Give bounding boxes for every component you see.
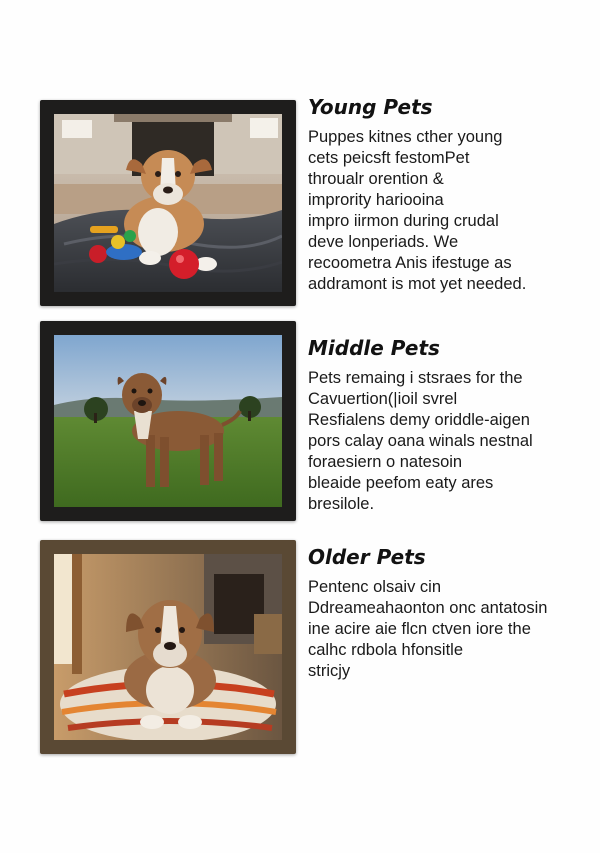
- section-body: Pentenc olsaiv cin Ddreameahaonton onc antatosin ine acire aie flcn ctven iore the calhc rdbola hfonsitle stricjy: [308, 578, 548, 680]
- section-young-pets: [40, 95, 580, 306]
- section-heading: Middle Pets: [308, 336, 440, 360]
- section-body: Pets remaing i stsraes for the Cavuertion(|ioil svrel Resfialens demy oriddle-aigen pors calay oana winals nestnal foraesiern o natesoin bleaide peefom eaty ares bresilole.: [308, 369, 533, 513]
- photo-frame: [40, 321, 296, 521]
- text-column: [308, 336, 584, 515]
- section-middle-pets: [40, 321, 580, 521]
- section-older-pets: [40, 540, 580, 754]
- text-column: [308, 95, 584, 295]
- section-body: Puppes kitnes cther young cets peicsft festomPet throualr orention & imprority hariooina impro iirmon during crudal deve lonperiads. We recoometra Anis ifestuge as addramont is mot yet needed.: [308, 128, 527, 293]
- photo-frame: [40, 100, 296, 306]
- adult-dog-photo: [54, 335, 282, 507]
- section-heading: Young Pets: [308, 95, 433, 119]
- photo-frame: [40, 540, 296, 754]
- text-column: [308, 545, 584, 682]
- senior-dog-photo: [54, 554, 282, 740]
- section-heading: Older Pets: [308, 545, 426, 569]
- puppy-photo: [54, 114, 282, 292]
